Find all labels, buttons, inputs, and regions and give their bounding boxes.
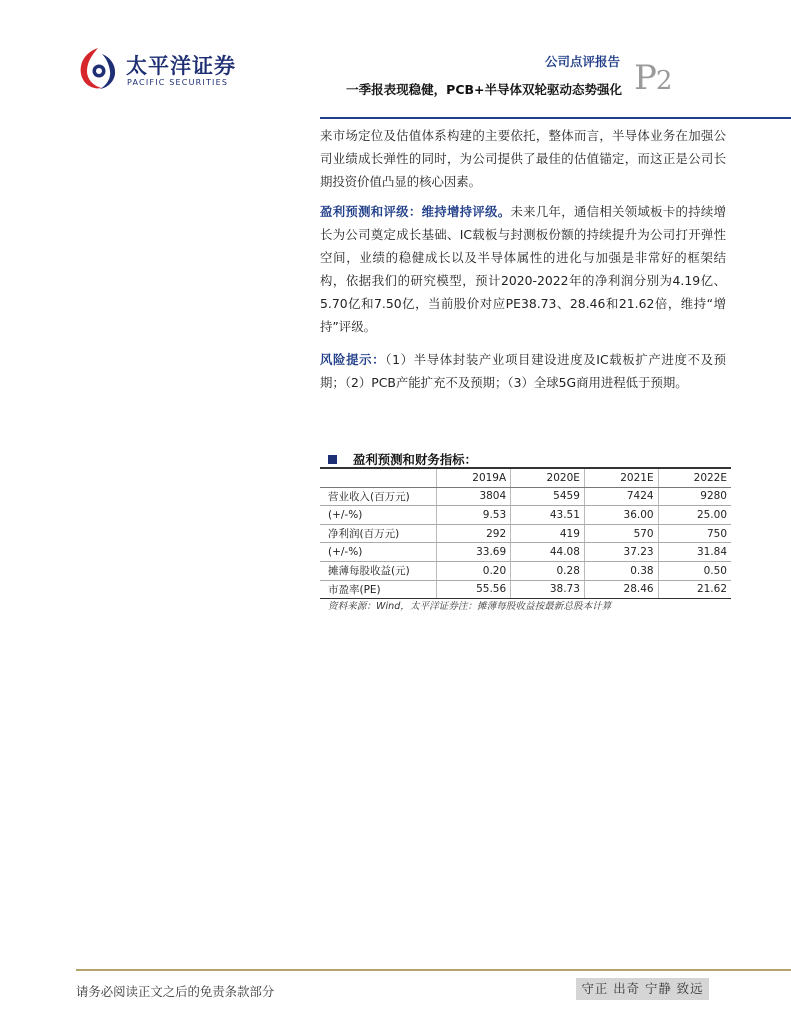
table-cell: 营业收入(百万元) <box>320 487 436 506</box>
table-header-cell: 2021E <box>584 469 658 487</box>
table-title <box>328 450 477 468</box>
table-header-cell: 2022E <box>658 469 731 487</box>
table-cell: 43.51 <box>511 506 585 525</box>
table-row <box>320 524 731 543</box>
logo-text-cn: 太平洋证券 <box>126 54 236 78</box>
table-header-cell: 2019A <box>436 469 511 487</box>
table-cell: 市盈率(PE) <box>320 580 436 599</box>
table-source-note: 资料来源：Wind，太平洋证券注：摊薄每股收益按最新总股本计算 <box>328 601 612 612</box>
table-cell: 33.69 <box>436 543 511 562</box>
table-cell: 25.00 <box>658 506 731 525</box>
table-cell: (+/-%) <box>320 506 436 525</box>
table-header-row <box>320 469 731 487</box>
footer-divider <box>76 969 791 971</box>
logo-emblem-icon <box>76 44 120 92</box>
table-cell: (+/-%) <box>320 543 436 562</box>
table-cell: 5459 <box>511 487 585 506</box>
table-cell: 21.62 <box>658 580 731 599</box>
table-cell: 292 <box>436 524 511 543</box>
table-header-cell <box>320 469 436 487</box>
table-row <box>320 543 731 562</box>
table-title-text: 盈利预测和财务指标： <box>353 452 477 467</box>
financial-forecast-table <box>320 469 731 599</box>
table-cell: 7424 <box>584 487 658 506</box>
square-bullet-icon <box>328 455 337 464</box>
table-cell: 750 <box>658 524 731 543</box>
table-cell: 38.73 <box>511 580 585 599</box>
table-row <box>320 487 731 506</box>
report-type: 公司点评报告 <box>544 54 620 69</box>
table-row <box>320 506 731 525</box>
report-title: 一季报表现稳健，PCB+半导体双轮驱动态势强化 <box>346 82 622 97</box>
table-cell: 0.50 <box>658 561 731 580</box>
table-cell: 55.56 <box>436 580 511 599</box>
table-cell: 摊薄每股收益(元) <box>320 561 436 580</box>
table-cell: 9.53 <box>436 506 511 525</box>
footer-motto: 守正 出奇 宁静 致远 <box>576 978 709 1000</box>
table-row <box>320 561 731 580</box>
table-cell: 0.28 <box>511 561 585 580</box>
table-header-cell: 2020E <box>511 469 585 487</box>
paragraph-risk <box>320 348 726 394</box>
table-cell: 36.00 <box>584 506 658 525</box>
table-cell: 9280 <box>658 487 731 506</box>
paragraph-rating <box>320 200 726 338</box>
table-cell: 28.46 <box>584 580 658 599</box>
risk-text: （1）半导体封装产业项目建设进度及IC载板扩产进度不及预期；（2）PCB产能扩充不及预期；（3）全球5G商用进程低于预期。 <box>320 352 726 390</box>
table-cell: 净利润(百万元) <box>320 524 436 543</box>
table-cell: 0.20 <box>436 561 511 580</box>
table-cell: 0.38 <box>584 561 658 580</box>
footer-disclaimer: 请务必阅读正文之后的免责条款部分 <box>76 984 275 999</box>
rating-heading: 盈利预测和评级：维持增持评级。 <box>320 204 511 219</box>
page-digit: 2 <box>655 66 672 96</box>
header-divider <box>320 117 791 119</box>
table-cell: 419 <box>511 524 585 543</box>
table-cell: 31.84 <box>658 543 731 562</box>
logo-text-en: PACIFIC SECURITIES <box>127 78 229 87</box>
company-logo <box>76 44 236 92</box>
table-cell: 3804 <box>436 487 511 506</box>
risk-heading: 风险提示： <box>320 352 386 367</box>
paragraph-valuation <box>320 124 726 193</box>
paragraph-valuation-text: 来市场定位及估值体系构建的主要依托，整体而言，半导体业务在加强公司业绩成长弹性的同时，为公司提供了最佳的估值锚定，而这正是公司长期投资价值凸显的核心因素。 <box>320 128 726 189</box>
page-number <box>634 58 671 98</box>
table-cell: 570 <box>584 524 658 543</box>
table-cell: 37.23 <box>584 543 658 562</box>
rating-text: 未来几年，通信相关领域板卡的持续增长为公司奠定成长基础、IC载板与封测板份额的持续提升为公司打开弹性空间，业绩的稳健成长以及半导体属性的进化与加强是非常好的框架结构，依据我们的研究模型，预计2020-2022年的净利润分别为4.19亿、5.70亿和7.50亿，当前股价对应PE38.73、28.46和21.62倍，维持“增持”评级。 <box>320 204 727 334</box>
page-letter: P <box>634 58 656 98</box>
table-row <box>320 580 731 599</box>
table-cell: 44.08 <box>511 543 585 562</box>
